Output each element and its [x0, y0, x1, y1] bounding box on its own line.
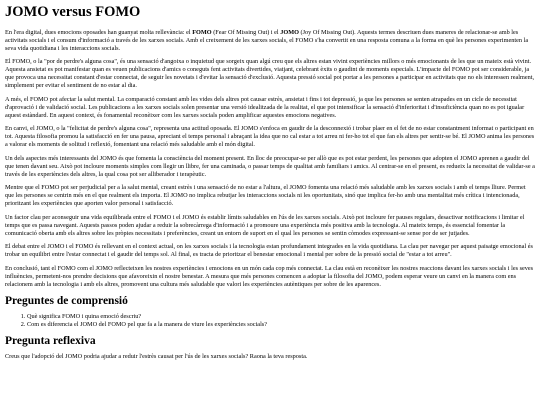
questions-heading: Preguntes de comprensió [5, 294, 128, 307]
reflection-question: Creus que l'adopció del JOMO podria ajudar a reduir l'estrès causat per l'ús de les xarxes socials? Raona la teva resposta. [5, 353, 308, 361]
paragraph-debate: El debat entre el JOMO i el FOMO és rellevant en el context actual, on les xarxes socials i la tecnologia estan profundament integrades en la vida quotidiana. La clau per navegar per aquest paisatge emocional és trobar un equilibri entre l'estar connectat i el gaudir del temps sol. Al final, es tracta de prioritzar el benestar emocional i mental per sobre de la pressió social de "estar a tot arreu". [5, 243, 533, 259]
jomo-term: JOMO [280, 28, 299, 36]
paragraph-conclusion: En conclusió, tant el FOMO com el JOMO reflecteixen les nostres experiències i emocions en un món cada cop més connectat. La clau està en reconèixer les nostres reaccions davant les xarxes socials i les seves influències, permetent-nos prendre decisions que afavoreixin el nostre benestar. A mesura que més persones comencen a adoptar la filosofia del JOMO, podem esperar veure un canvi en la manera com ens relacionem amb la tecnologia i amb els altres, promovent una cultura més saludable que valori les experiències autèntiques per sobre de les aparences. [5, 264, 534, 288]
paragraph-mental-health: A més, el FOMO pot afectar la salut mental. La comparació constant amb les vides dels altres pot causar estrès, ansietat i fins i tot depressió, ja que les persones se senten atrapades en un cicle de necessitat d'aprovació i de validació social. Les publicacions a les xarxes socials solen presentar una versió idealitzada de la realitat, el que pot intensificar la sensació d'inferioritat i d'insuficiència quan no es pot igualar aquest estàndard. En aquest context, és fonamental reconèixer com les xarxes socials poden amplificar aquestes emocions negatives. [5, 95, 525, 119]
intro-text-3: (Joy Of Missing Out). Aquests termes descriuen dues maneres de relacionar-se amb les activitats socials i el consum d'informació a través de les xarxes socials. Amb el creixement de les xarxes socials, el FOMO s'ha convertit en una resposta comuna a la forma en què les persones experimenten la seva vida quotidiana i les interaccions socials. [5, 28, 529, 52]
questions-list [5, 313, 535, 329]
paragraph-jomo-definition: En canvi, el JOMO, o la "felicitat de perdre's alguna cosa", representa una actitud oposada. El JOMO s'enfoca en gaudir de la desconnexió i trobar plaer en el fet de no estar constantment informat o participant en tot. Aquesta filosofia promou la satisfacció en fer una pausa, apreciant el temps personal i abraçant la idea que no cal estar a tot arreu ni fer-ho tot el que fan els altres per sentir-se bé. El JOMO anima les persones a valorar els moments de solitud i reflexió, fomentant una relació més saludable amb el món digital. [5, 125, 535, 149]
document-title: JOMO versus FOMO [5, 4, 141, 20]
paragraph-comparison: Mentre que el FOMO pot ser perjudicial per a la salut mental, creant estrès i una sensació de no estar a l'altura, el JOMO fomenta una relació més saludable amb les xarxes socials i amb el temps lliure. Permet que les persones se centrin més en el que realment els importa. El JOMO no implica rebutjar les interaccions socials ni les oportunitats, sinó que implica fer-ho amb una mentalitat més crítica i intencionada, prioritzant les experiències que aporten valor personal i satisfacció. [5, 184, 526, 208]
paragraph-present-moment: Un dels aspectes més interessants del JOMO és que fomenta la consciència del moment present. En lloc de preocupar-se per allò que es pot estar perdent, les persones que adopten el JOMO aprenen a gaudir del que tenen davant seu. Això pot incloure moments simples com llegir un llibre, fer una caminada, o passar temps de qualitat amb familiars i amics. Al centrar-se en el present, es redueix la necessitat de validar-se a través de les experiències dels altres, la qual cosa pot ser alliberador i terapèutic. [5, 154, 535, 178]
intro-text-2: (Fear Of Missing Out) i el [211, 28, 281, 36]
fomo-term: FOMO [192, 28, 212, 36]
intro-text-1: En l'era digital, dues emocions oposades han guanyat molta rellevància: el [5, 28, 193, 36]
question-item: 1. Què significa FOMO i quina emoció descriu? [27, 313, 535, 321]
paragraph-fomo-definition: El FOMO, o la "por de perdre's alguna cosa", és una sensació d'angoixa o inquietud que sorgeix quan algú creu que els altres estan vivint experiències millors o més emocionants de les que un mateix està vivint. Aquesta ansietat es pot manifestar quan es veuen publicacions d'amics o coneguts fent activitats divertides, viatjant, celebrant èxits o gaudint de moments especials. L'impacte del FOMO pot ser considerable, ja que provoca una necessitat constant d'estar connectat, de seguir les novetats i d'evitar la sensació d'exclusió. Aquesta pressió social pot portar a les persones a participar en activitats que no els interessen realment, simplement per evitar el sentiment de no estar al dia. [5, 58, 535, 90]
reflection-heading: Pregunta reflexiva [5, 335, 96, 348]
intro-paragraph [5, 29, 535, 53]
question-item: 2. Com es diferencia el JOMO del FOMO pel que fa a la manera de viure les experiències socials? [27, 321, 535, 329]
paragraph-healthy-limits: Un factor clau per aconseguir una vida equilibrada entre el FOMO i el JOMO és establir límits saludables en l'ús de les xarxes socials. Això pot incloure fer pauses regulars, desactivar notificacions i limitar el temps que es passa navegant. Aquests passos poden ajudar a reduir la sobrecàrrega d'informació i a promoure una experiència més positiva amb la tecnologia. Al mateix temps, és essencial fomentar la comunicació oberta amb els altres sobre les pròpies necessitats i preferències, creant un entorn de suport en el qual les persones se sentin còmodes expressant-se sense por de ser jutjades. [5, 213, 525, 237]
